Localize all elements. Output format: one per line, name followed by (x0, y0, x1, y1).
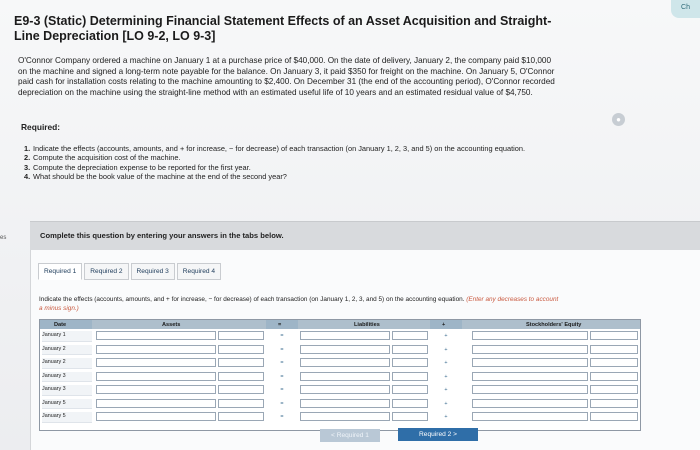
header-liabilities-label: Liabilities (354, 322, 380, 328)
plus-sign: + (444, 373, 448, 380)
previous-tab-button[interactable]: < Required 1 (320, 429, 380, 442)
equals-sign: = (280, 360, 284, 366)
header-equity-label: Stockholders' Equity (526, 322, 582, 328)
equity-account-input[interactable] (472, 358, 588, 367)
accounting-equation-table (39, 319, 641, 431)
tab-required-2[interactable]: Required 2 (84, 263, 128, 280)
header-plus (430, 320, 462, 329)
header-date (40, 320, 92, 329)
date-cell: January 2 (42, 345, 92, 356)
tab-instruction (39, 296, 699, 313)
equity-amount-input[interactable] (590, 412, 638, 421)
info-icon[interactable]: ● (612, 113, 625, 126)
liabilities-amount-input[interactable] (392, 385, 428, 394)
equity-amount-input[interactable] (590, 358, 638, 367)
tab-instruction-hint: (Enter any decreases to account (466, 296, 559, 303)
instruction-bar (30, 221, 700, 251)
liabilities-account-input[interactable] (300, 385, 390, 394)
plus-sign: + (444, 333, 448, 339)
liabilities-account-input[interactable] (300, 345, 390, 354)
header-assets (92, 320, 266, 329)
assets-amount-input[interactable] (218, 331, 264, 340)
side-margin-text: es (0, 235, 7, 241)
liabilities-amount-input[interactable] (392, 399, 428, 408)
plus-sign: + (444, 346, 448, 353)
assets-amount-input[interactable] (218, 399, 264, 408)
liabilities-account-input[interactable] (300, 331, 390, 340)
tab-required-1[interactable]: Required 1 (38, 263, 82, 280)
required-item-text: Compute the depreciation expense to be reported for the first year. (33, 162, 251, 172)
equity-account-input[interactable] (472, 399, 588, 408)
required-item (24, 144, 544, 153)
required-item-text: Compute the acquisition cost of the machine. (33, 153, 181, 163)
tab-instruction-main: Indicate the effects (accounts, amounts, and + for increase, − for decrease) of each transaction (on January 1, 2, 3, and 5) on the accounting equation. (39, 296, 465, 303)
required-item (24, 163, 544, 172)
assets-account-input[interactable] (96, 412, 216, 421)
required-item-number: 1. (24, 144, 31, 153)
equity-account-input[interactable] (472, 331, 588, 340)
assets-amount-input[interactable] (218, 412, 264, 421)
required-item (24, 172, 544, 181)
assets-amount-input[interactable] (218, 358, 264, 367)
liabilities-account-input[interactable] (300, 412, 390, 421)
equals-sign: = (280, 387, 284, 393)
plus-sign: + (444, 387, 448, 393)
required-list (24, 144, 544, 182)
problem-statement: O'Connor Company ordered a machine on January 1 at a purchase price of $40,000. On the date of delivery, January 2, the company paid $10,000 on the machine and signed a long-term note payable for the balance. On January 3, it paid $350 for freight on the machine. On January 5, O'Connor paid cash for installation costs relating to the machine amounting to $2,400. On December 31 (the end of the accounting period), O'Connor recorded depreciation on the machine using the straight-line method with an estimated useful life of 10 years and an estimated residual value of $4,750. (18, 56, 555, 97)
equals-sign: = (280, 400, 284, 407)
assets-account-input[interactable] (96, 385, 216, 394)
tab-instruction-hint-2: a minus sign.) (39, 304, 79, 312)
chapter-badge[interactable]: Ch (671, 0, 700, 18)
equity-account-input[interactable] (472, 345, 588, 354)
equity-account-input[interactable] (472, 372, 588, 381)
plus-sign: + (444, 414, 448, 420)
next-tab-button[interactable]: Required 2 > (398, 428, 478, 441)
required-heading: Required: (21, 122, 61, 132)
assets-amount-input[interactable] (218, 372, 264, 381)
assets-account-input[interactable] (96, 345, 216, 354)
date-cell: January 1 (42, 331, 92, 342)
date-cell: January 2 (42, 358, 92, 369)
equals-sign: = (280, 333, 284, 339)
assets-amount-input[interactable] (218, 345, 264, 354)
equals-sign: = (280, 414, 284, 420)
required-item-number: 2. (24, 153, 31, 163)
date-cell: January 5 (42, 399, 92, 410)
tab-required-4[interactable]: Required 4 (177, 263, 221, 280)
assets-account-input[interactable] (96, 358, 216, 367)
tab-required-3[interactable]: Required 3 (131, 263, 175, 280)
date-cell: January 3 (42, 372, 92, 383)
required-item-text: What should be the book value of the machine at the end of the second year? (33, 172, 287, 182)
liabilities-amount-input[interactable] (392, 345, 428, 354)
header-liabilities (298, 320, 430, 329)
plus-sign: + (444, 360, 448, 366)
equity-amount-input[interactable] (590, 399, 638, 408)
liabilities-amount-input[interactable] (392, 358, 428, 367)
equals-sign: = (280, 373, 284, 380)
required-item-number: 4. (24, 172, 31, 182)
equity-account-input[interactable] (472, 412, 588, 421)
equity-account-input[interactable] (472, 385, 588, 394)
instruction-bar-text: Complete this question by entering your answers in the tabs below. (40, 231, 284, 240)
header-equity (462, 320, 640, 329)
date-cell: January 3 (42, 385, 92, 396)
assets-amount-input[interactable] (218, 385, 264, 394)
equity-amount-input[interactable] (590, 345, 638, 354)
liabilities-account-input[interactable] (300, 358, 390, 367)
required-item-number: 3. (24, 162, 31, 172)
equity-amount-input[interactable] (590, 331, 638, 340)
equity-amount-input[interactable] (590, 385, 638, 394)
liabilities-account-input[interactable] (300, 372, 390, 381)
page-title: E9-3 (Static) Determining Financial Statement Effects of an Asset Acquisition and Straight-Line Depreciation [LO 9-2, LO 9-3] (14, 14, 552, 43)
liabilities-amount-input[interactable] (392, 412, 428, 421)
assets-account-input[interactable] (96, 372, 216, 381)
required-item-text: Indicate the effects (accounts, amounts, and + for increase, − for decrease) of each transaction (on January 1, 2, 3, and 5) on the accounting equation. (33, 144, 526, 153)
date-cell: January 5 (42, 412, 92, 423)
header-equals-label: = (278, 322, 282, 328)
required-item (24, 153, 544, 162)
equity-amount-input[interactable] (590, 372, 638, 381)
assets-account-input[interactable] (96, 399, 216, 408)
liabilities-account-input[interactable] (300, 399, 390, 408)
header-equals (266, 320, 298, 329)
header-assets-label: Assets (162, 322, 181, 328)
header-date-label: Date (54, 322, 67, 328)
liabilities-amount-input[interactable] (392, 331, 428, 340)
equals-sign: = (280, 346, 284, 353)
liabilities-amount-input[interactable] (392, 372, 428, 381)
required-tabs (38, 263, 221, 278)
header-plus-label: + (442, 322, 446, 328)
plus-sign: + (444, 400, 448, 407)
assets-account-input[interactable] (96, 331, 216, 340)
